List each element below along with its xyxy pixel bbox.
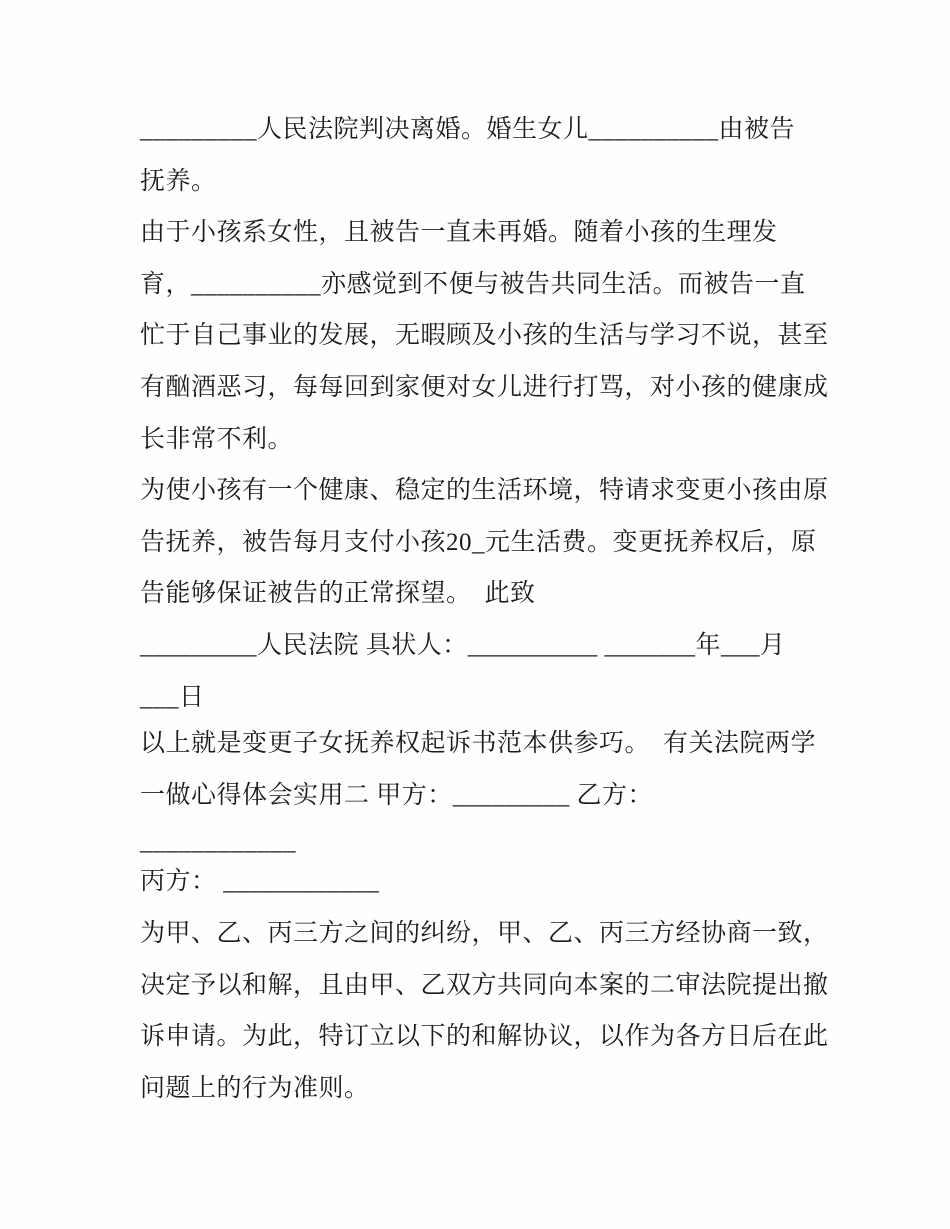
text-line: _________人民法院 具状人：__________ _______年___月 — [140, 632, 786, 659]
text-line: 决定予以和解，且由甲、乙双方共同向本案的二审法院提出撤 — [140, 971, 829, 999]
text-line: 为甲、乙、丙三方之间的纠纷，甲、乙、丙三方经协商一致， — [140, 920, 829, 947]
text-line: 忙于自己事业的发展，无暇顾及小孩的生活与学习不说，甚至 — [140, 322, 829, 350]
text-line: 问题上的行为准则。 — [140, 1075, 370, 1103]
text-line: 由于小孩系女性，且被告一直未再婚。随着小孩的生理发 — [140, 219, 778, 246]
text-line: 为使小孩有一个健康、稳定的生活环境，特请求变更小孩由原 — [140, 477, 829, 504]
paragraph — [140, 620, 840, 723]
text-line: ____________ — [140, 828, 296, 855]
text-line: 告抚养，被告每月支付小孩20_元生活费。变更抚养权后，原 — [140, 528, 817, 556]
text-line: 以上就是变更子女抚养权起诉书范本供参巧。 有关法院两学 — [140, 730, 817, 757]
paragraph — [140, 908, 840, 1115]
paragraph — [140, 207, 840, 466]
text-line: 丙方： ____________ — [140, 868, 380, 895]
text-line: 育，__________亦感觉到不便与被告共同生活。而被告一直 — [140, 270, 806, 298]
paragraph — [140, 718, 840, 821]
paragraph — [140, 465, 840, 620]
text-line: 诉申请。为此，特订立以下的和解协议，以作为各方日后在此 — [140, 1023, 829, 1051]
text-line: 长非常不利。 — [140, 425, 294, 453]
text-line: 抚养。 — [140, 167, 217, 195]
paragraph — [140, 104, 840, 207]
text-line: ___日 — [140, 683, 205, 711]
text-line: 一做心得体会实用二 甲方：_________ 乙方： — [140, 781, 654, 809]
paragraph — [140, 856, 840, 908]
text-line: 有酗酒恶习，每每回到家便对女儿进行打骂，对小孩的健康成 — [140, 374, 829, 402]
text-line: _________人民法院判决离婚。婚生女儿__________由被告 — [140, 116, 796, 143]
text-line: 告能够保证被告的正常探望。 此致 — [140, 580, 536, 608]
